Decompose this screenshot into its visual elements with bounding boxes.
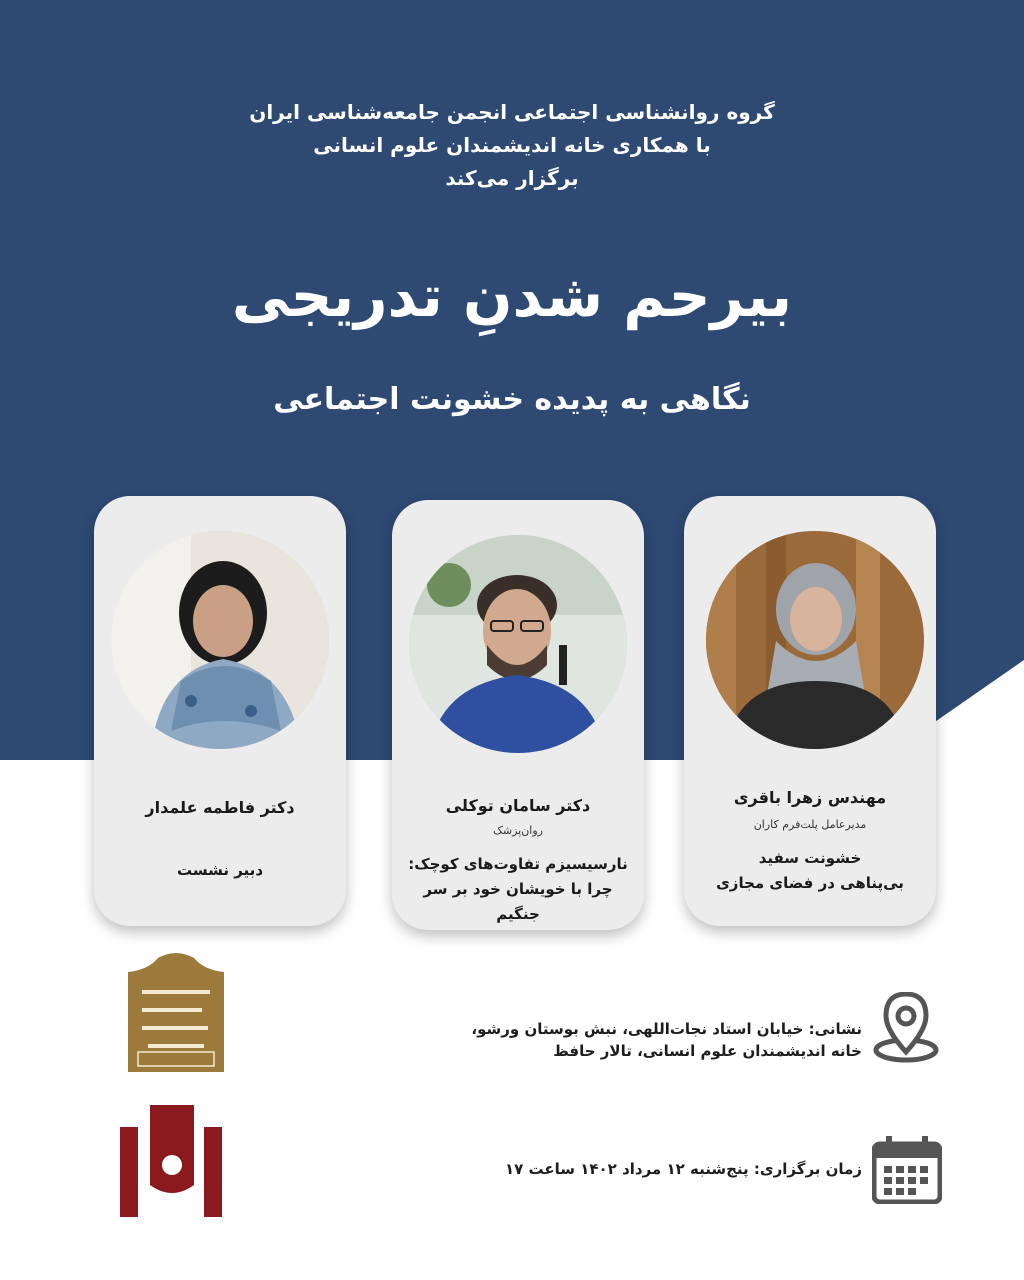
speaker-topic-line-1: دبیر نشست — [176, 861, 264, 879]
speaker-topic — [400, 852, 636, 927]
speaker-name: دکتر فاطمه علمدار — [145, 798, 295, 817]
speaker-role: مدیرعامل پلت‌فرم کاران — [753, 818, 867, 831]
event-time: زمان برگزاری: پنج‌شنبه ۱۲ مرداد ۱۴۰۲ ساعت ۱۷ — [504, 1160, 862, 1178]
address — [400, 1018, 862, 1062]
speaker-role: روان‌پزشک — [493, 824, 543, 837]
address-line-1: نشانی: خیابان استاد نجات‌اللهی، نبش بوستان ورشو، — [471, 1020, 862, 1038]
event-title: بیرحم شدنِ تدریجی — [231, 262, 793, 330]
speaker-topic-line-2: بی‌پناهی در فضای مجازی — [716, 874, 904, 892]
speaker-topic — [102, 858, 338, 883]
organizer-header — [212, 96, 812, 195]
house-of-thinkers-logo — [128, 952, 224, 1072]
speaker-photo — [111, 531, 329, 749]
speaker-topic-line-1: خشونت سفید — [758, 849, 862, 867]
speaker-topic-line-1: نارسیسیزم تفاوت‌های کوچک: — [408, 855, 628, 873]
speaker-topic — [692, 846, 928, 896]
location-pin-icon — [872, 992, 940, 1064]
ajia-logo — [120, 1105, 224, 1217]
speaker-card-alamdar — [94, 496, 346, 926]
speaker-topic-line-2: چرا با خویشان خود بر سر جنگیم — [423, 880, 613, 923]
speaker-card-bagheri — [684, 496, 936, 926]
speaker-photo — [409, 535, 627, 753]
header-line-2: با همکاری خانه اندیشمندان علوم انسانی — [313, 133, 711, 157]
speaker-photo — [706, 531, 924, 749]
speaker-name: دکتر سامان توکلی — [445, 796, 591, 815]
header-line-1: گروه روانشناسی اجتماعی انجمن جامعه‌شناسی ایران — [249, 100, 775, 124]
speaker-card-tavakoli — [392, 500, 644, 930]
header-line-3: برگزار می‌کند — [445, 166, 579, 190]
calendar-icon — [872, 1134, 942, 1204]
address-line-2: خانه اندیشمندان علوم انسانی، تالار حافظ — [553, 1042, 862, 1060]
speaker-name: مهندس زهرا باقری — [733, 788, 887, 807]
event-subtitle: نگاهی به پدیده خشونت اجتماعی — [273, 382, 751, 417]
